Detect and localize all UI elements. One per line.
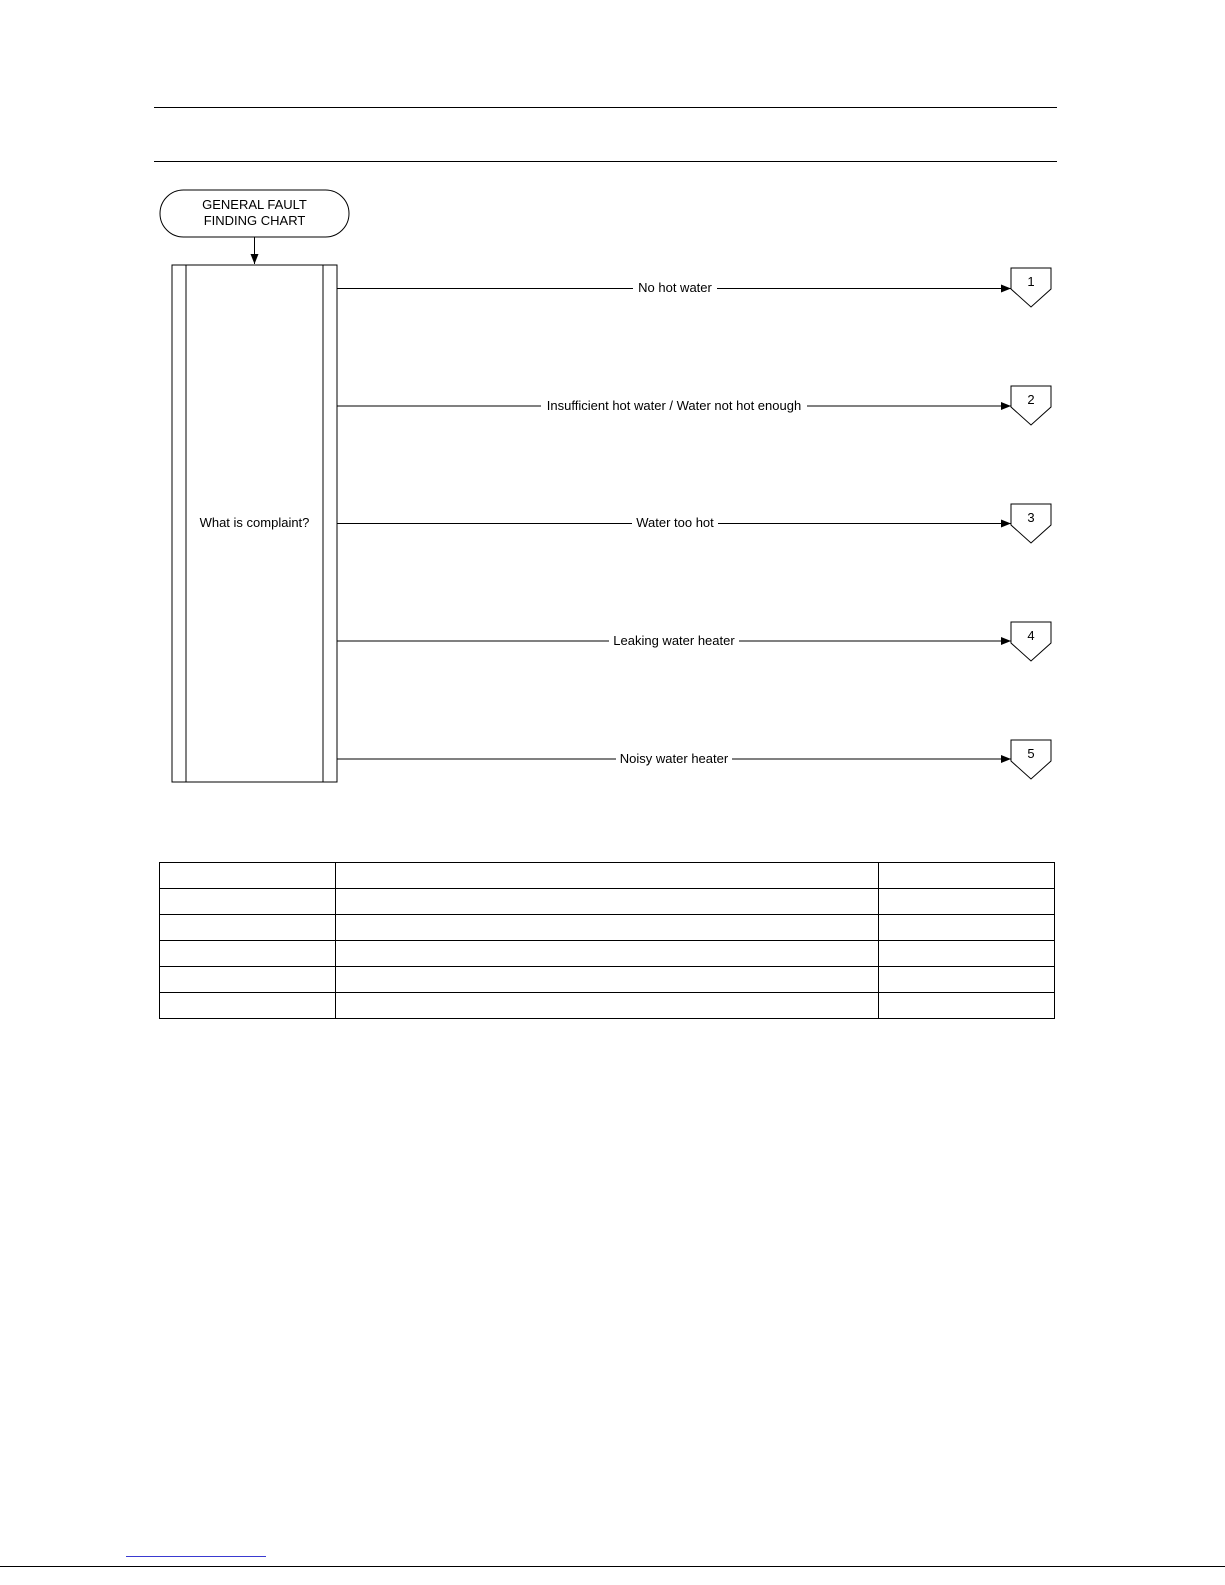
table-cell	[879, 889, 1055, 915]
table-cell	[336, 993, 879, 1019]
branch-5	[337, 740, 1051, 779]
table-cell	[160, 889, 336, 915]
table-row	[160, 967, 1055, 993]
table-cell	[336, 889, 879, 915]
table-cell	[336, 915, 879, 941]
table-cell	[879, 967, 1055, 993]
table-cell	[160, 941, 336, 967]
table-cell	[879, 941, 1055, 967]
table-cell	[879, 863, 1055, 889]
table-cell	[160, 967, 336, 993]
decision-label: What is complaint?	[199, 515, 310, 530]
complaint-decision-box	[172, 265, 337, 782]
branch-4-label: Leaking water heater	[613, 633, 735, 648]
branch-5-label: Noisy water heater	[619, 751, 729, 766]
table-row	[160, 941, 1055, 967]
table-cell	[160, 993, 336, 1019]
table-row	[160, 889, 1055, 915]
table-cell	[336, 863, 879, 889]
revision-table	[159, 862, 1055, 1019]
table-cell	[879, 915, 1055, 941]
offpage-connector-5-number: 5	[1027, 746, 1035, 761]
table-cell	[879, 993, 1055, 1019]
offpage-connector-4-number: 4	[1027, 628, 1035, 643]
start-label-line1: GENERAL FAULT	[202, 197, 307, 212]
branch-3	[337, 504, 1051, 543]
table-row	[160, 993, 1055, 1019]
start-label-line2: FINDING CHART	[203, 213, 306, 228]
branch-2	[337, 386, 1051, 425]
table-cell	[160, 915, 336, 941]
start-terminator	[160, 190, 349, 237]
branch-1	[337, 268, 1051, 307]
offpage-connector-2-number: 2	[1027, 392, 1035, 407]
table-row	[160, 863, 1055, 889]
branch-4	[337, 622, 1051, 661]
branch-1-label: No hot water	[638, 280, 712, 295]
offpage-connector-1-number: 1	[1027, 274, 1035, 289]
table-row	[160, 915, 1055, 941]
table-cell	[160, 863, 336, 889]
branch-2-label: Insufficient hot water / Water not hot enough	[546, 398, 802, 413]
offpage-connector-3-number: 3	[1027, 510, 1035, 525]
table-cell	[336, 941, 879, 967]
footer-rule	[0, 1566, 1225, 1567]
table-cell	[336, 967, 879, 993]
branch-3-label: Water too hot	[636, 515, 714, 530]
footer-link-underline[interactable]	[126, 1556, 266, 1557]
